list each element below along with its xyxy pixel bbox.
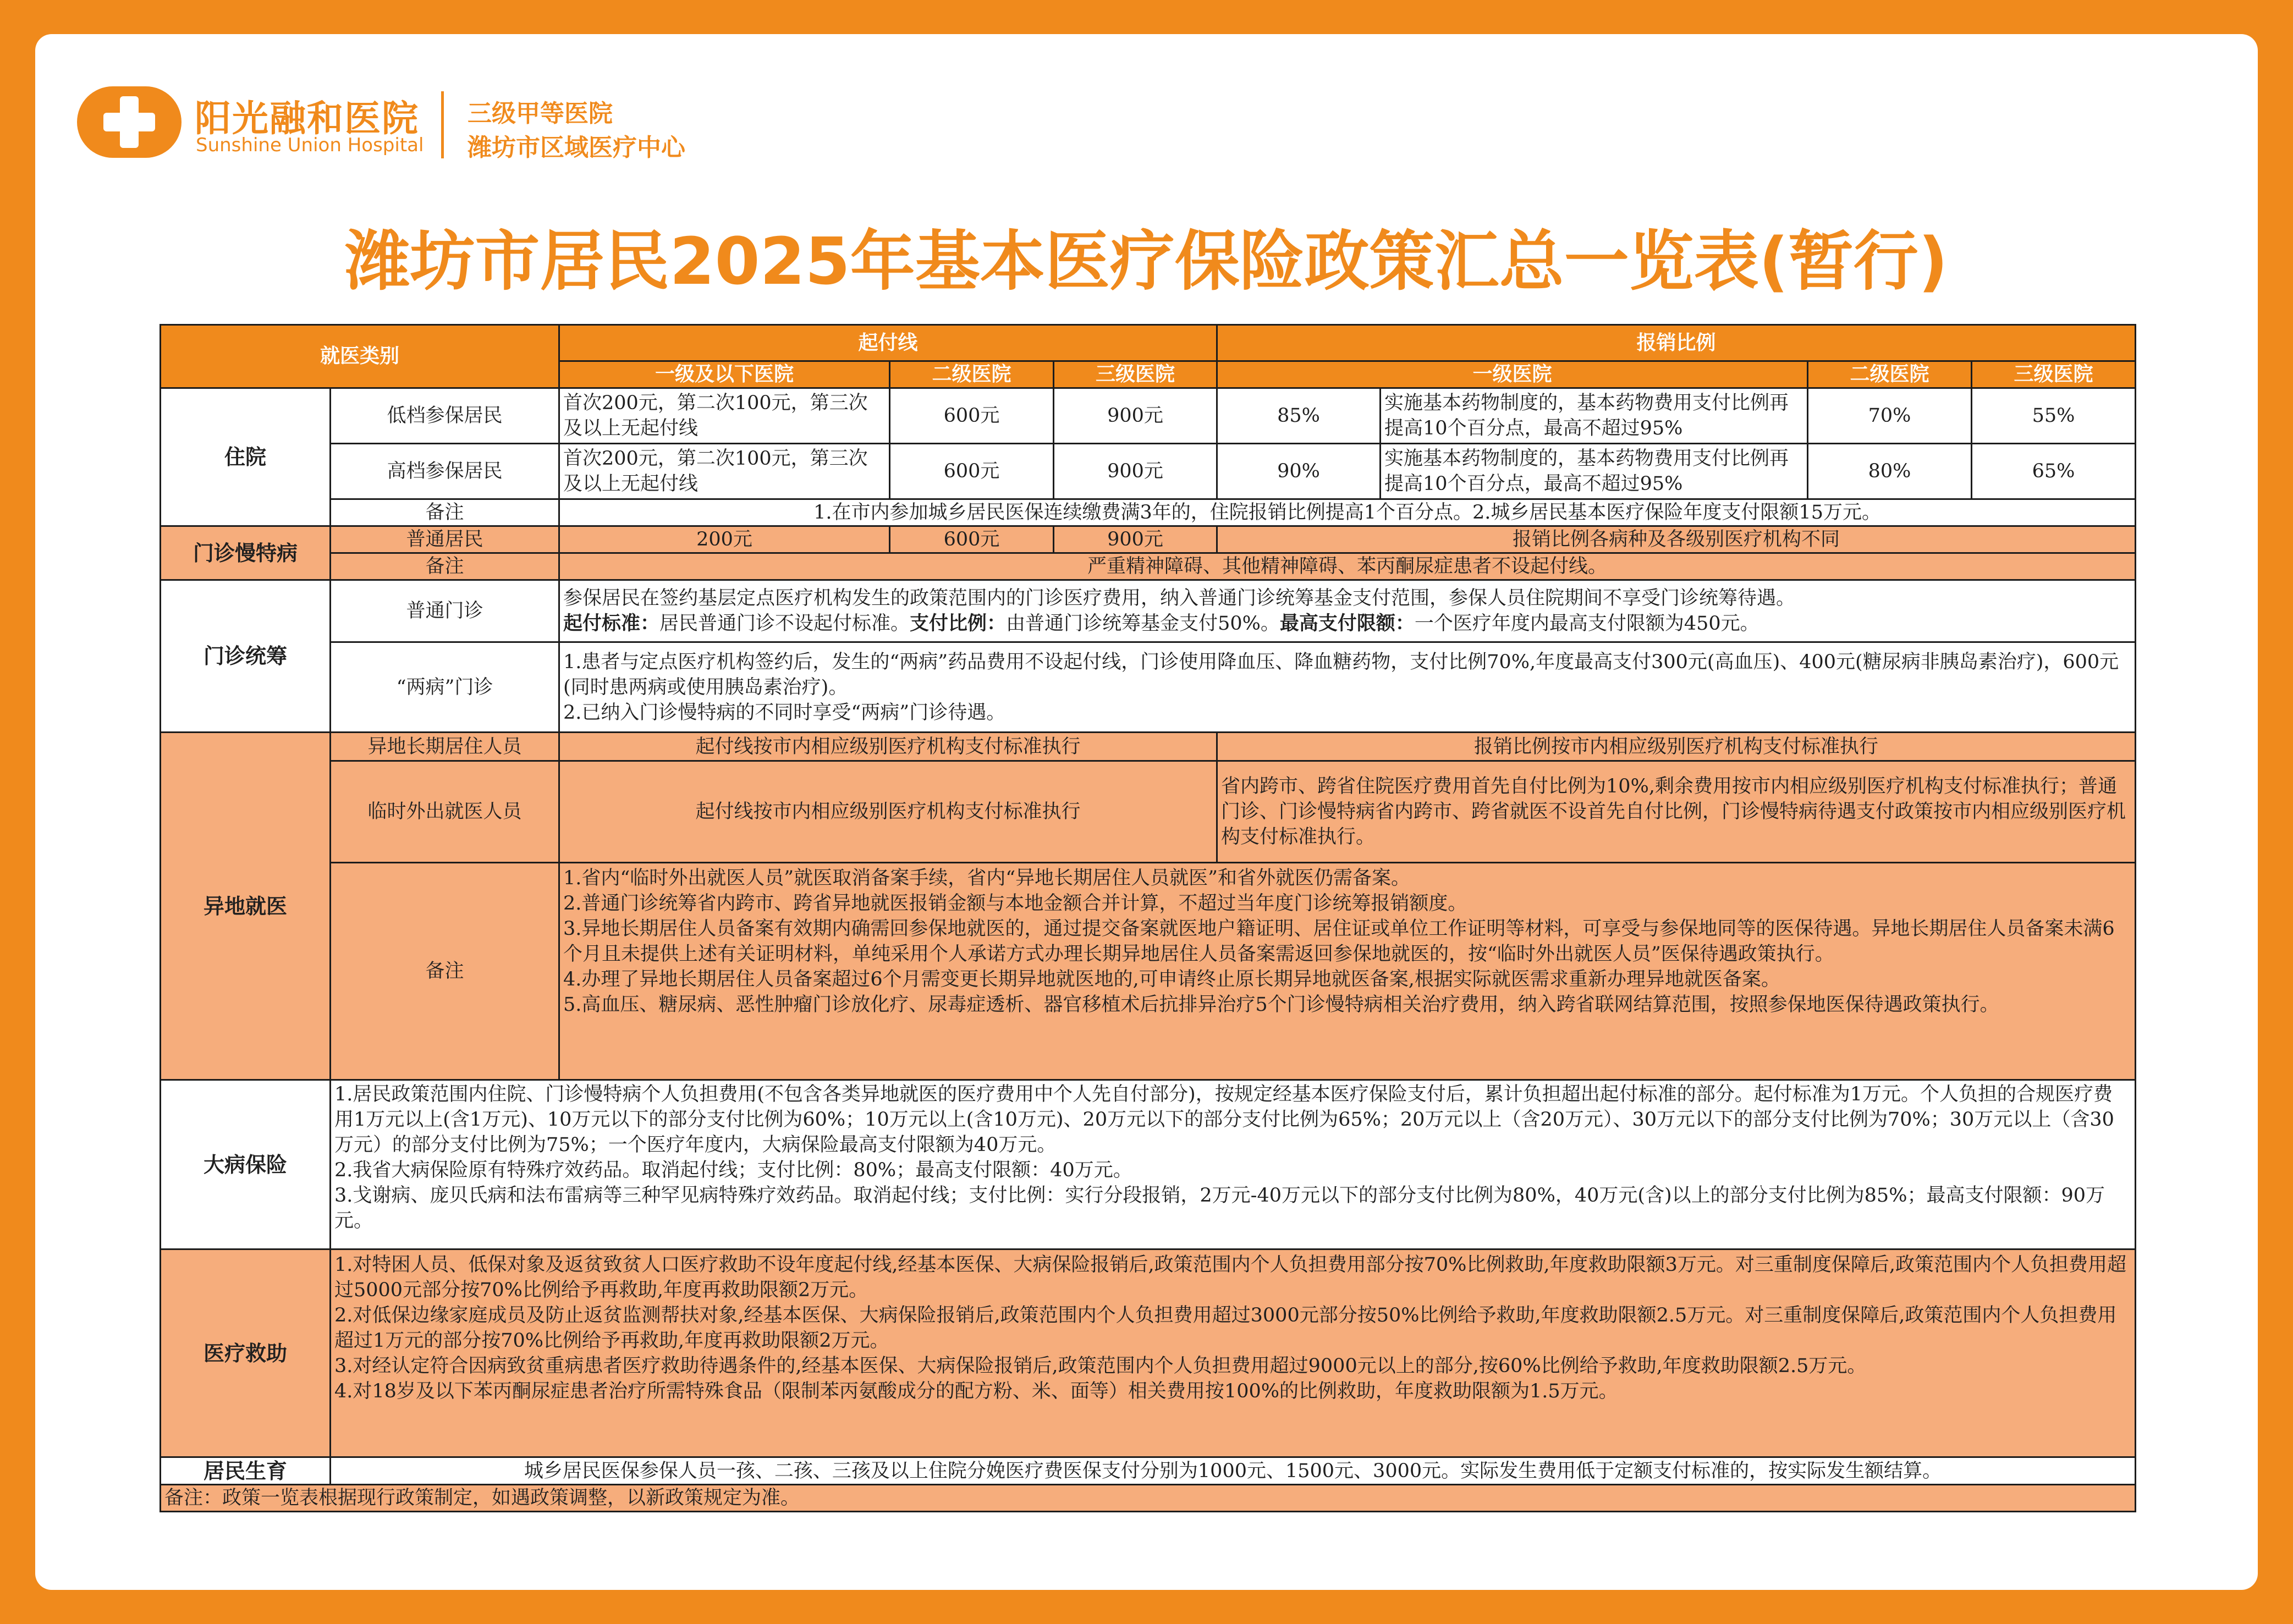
assistance-row xyxy=(161,1249,2136,1457)
std-text: 居民普通门诊不设起付标准。 xyxy=(659,613,910,635)
remote-temp-deductible: 起付线按市内相应级别医疗机构支付标准执行 xyxy=(559,761,1217,863)
remote-note-4: 4.办理了异地长期居住人员备案超过6个月需变更长期异地就医地的,可申请终止原长期异地就医备案,根据实际就医需求重新办理异地就医备案。 xyxy=(563,968,1780,990)
limit-label: 最高支付限额： xyxy=(1279,613,1415,635)
inpatient-high-r1: 90% xyxy=(1217,444,1381,499)
inpatient-low-r3: 55% xyxy=(1972,388,2136,444)
twodisease-text xyxy=(559,642,2136,733)
policy-table xyxy=(160,324,2136,1512)
header-level2-ratio: 二级医院 xyxy=(1808,361,1972,388)
footer-note: 备注：政策一览表根据现行政策制定，如遇政策调整，以新政策规定为准。 xyxy=(161,1485,2136,1512)
inpatient-low-d1: 首次200元，第二次100元，第三次及以上无起付线 xyxy=(559,388,890,444)
brand-name-cn: 阳光融和医院 xyxy=(195,97,419,140)
remote-longterm-ratio: 报销比例按市内相应级别医疗机构支付标准执行 xyxy=(1217,733,2136,761)
assistance-label: 医疗救助 xyxy=(161,1249,331,1457)
header-row-1 xyxy=(161,325,2136,361)
inpatient-low-r1: 85% xyxy=(1217,388,1381,444)
chronic-note: 严重精神障碍、其他精神障碍、苯丙酮尿症患者不设起付线。 xyxy=(559,553,2136,580)
critical-item-3: 3.戈谢病、庞贝氏病和法布雷病等三种罕见病特殊疗效药品。取消起付线；支付比例：实行分段报销，2万元-40万元以下的部分支付比例为80%，40万元(含)以上的部分支付比例为85%；最高支付限额：90万元。 xyxy=(334,1185,2105,1232)
remote-note-5: 5.高血压、糖尿病、恶性肿瘤门诊放化疗、尿毒症透析、器官移植术后抗排异治疗5个门诊慢特病相关治疗费用，纳入跨省联网结算范围，按照参保地医保待遇政策执行。 xyxy=(563,994,1999,1016)
inpatient-low-r1-note: 实施基本药物制度的，基本药物费用支付比例再提高10个百分点，最高不超过95% xyxy=(1381,388,1808,444)
brand-divider xyxy=(441,91,444,158)
maternity-row xyxy=(161,1457,2136,1485)
remote-temp-ratio: 省内跨市、跨省住院医疗费用首先自付比例为10%,剩余费用按市内相应级别医疗机构支付标准执行；普通门诊、门诊慢特病省内跨市、跨省就医不设首先自付比例，门诊慢特病待遇支付政策按市内相应级别医疗机构支付标准执行。 xyxy=(1217,761,2136,863)
inpatient-low-row xyxy=(161,388,2136,444)
remote-note-3: 3.异地长期居住人员备案有效期内确需回参保地就医的，通过提交备案就医地户籍证明、居住证或单位工作证明等材料，可享受与参保地同等的医保待遇。异地长期居住人员备案未满6个月且未提供上述有关证明材料，单纯采用个人承诺方式办理长期异地居住人员备案需返回参保地就医的，按“临时外出就医人员”医保待遇政策执行。 xyxy=(563,918,2115,965)
twodisease-label: “两病”门诊 xyxy=(331,642,559,733)
inpatient-low-r2: 70% xyxy=(1808,388,1972,444)
inpatient-high-row xyxy=(161,444,2136,499)
twodisease-item-1: 1.患者与定点医疗机构签约后，发生的“两病”药品费用不设起付线，门诊使用降血压、降血糖药物，支付比例70%,年度最高支付300元(高血压)、400元(糖尿病非胰岛素治疗)，600元(同时患两病或使用胰岛素治疗)。 xyxy=(563,651,2119,698)
chronic-note-label: 备注 xyxy=(331,553,559,580)
header-level3-ratio: 三级医院 xyxy=(1972,361,2136,388)
assistance-item-4: 4.对18岁及以下苯丙酮尿症患者治疗所需特殊食品（限制苯丙氨酸成分的配方粉、米、面等）相关费用按100%的比例救助，年度救助限额为1.5万元。 xyxy=(334,1380,1618,1402)
cross-icon-bar xyxy=(103,113,155,131)
brand-tag-center: 潍坊市区域医疗中心 xyxy=(468,134,685,162)
policy-card xyxy=(35,34,2258,1590)
maternity-label: 居民生育 xyxy=(161,1457,331,1485)
critical-row xyxy=(161,1080,2136,1249)
chronic-normal-label: 普通居民 xyxy=(331,526,559,553)
hospital-logo xyxy=(77,86,182,158)
critical-item-1: 1.居民政策范围内住院、门诊慢特病个人负担费用(不包含各类异地就医的医疗费用中个人先自付部分)，按规定经基本医疗保险支付后，累计负担超出起付标准的部分。起付标准为1万元。个人负担的合规医疗费用1万元以上(含1万元)、10万元以下的部分支付比例为60%；10万元以上(含10万元)、20万元以下的部分支付比例为65%；20万元以上（含20万元）、30万元以下的部分支付比例为70%；30万元以上（含30万元）的部分支付比例为75%；一个医疗年度内，大病保险最高支付限额为40万元。 xyxy=(334,1083,2114,1156)
inpatient-note-label: 备注 xyxy=(331,499,559,526)
header-level1: 一级医院 xyxy=(1217,361,1808,388)
inpatient-high-d1: 首次200元，第二次100元，第三次及以上无起付线 xyxy=(559,444,890,499)
outpatient-label: 门诊统筹 xyxy=(161,580,331,733)
assistance-item-2: 2.对低保边缘家庭成员及防止返贫监测帮扶对象,经基本医保、大病保险报销后,政策范围内个人负担费用超过3000元部分按50%比例给予救助,年度救助限额2.5万元。对三重制度保障后,政策范围内个人负担费用超过1万元的部分按70%比例给予再救助,年度再救助限额2万元。 xyxy=(334,1304,2117,1352)
outpatient-general-text xyxy=(559,580,2136,642)
chronic-d1: 200元 xyxy=(559,526,890,553)
chronic-row xyxy=(161,526,2136,553)
chronic-d2: 600元 xyxy=(890,526,1054,553)
inpatient-note-row xyxy=(161,499,2136,526)
inpatient-note: 1.在市内参加城乡居民医保连续缴费满3年的，住院报销比例提高1个百分点。2.城乡居民基本医疗保险年度支付限额15万元。 xyxy=(559,499,2136,526)
remote-note-label: 备注 xyxy=(331,863,559,1080)
critical-item-2: 2.我省大病保险原有特殊疗效药品。取消起付线；支付比例：80%；最高支付限额：40万元。 xyxy=(334,1159,1132,1181)
remote-temp-label: 临时外出就医人员 xyxy=(331,761,559,863)
maternity-text: 城乡居民医保参保人员一孩、二孩、三孩及以上住院分娩医疗费医保支付分别为1000元、1500元、3000元。实际发生费用低于定额支付标准的，按实际发生额结算。 xyxy=(331,1457,2136,1485)
outpatient-general-line2 xyxy=(563,611,2131,636)
remote-label: 异地就医 xyxy=(161,733,331,1080)
remote-longterm-deductible: 起付线按市内相应级别医疗机构支付标准执行 xyxy=(559,733,1217,761)
remote-note-1: 1.省内“临时外出就医人员”就医取消备案手续，省内“异地长期居住人员就医”和省外就医仍需备案。 xyxy=(563,867,1410,889)
remote-note-row xyxy=(161,863,2136,1080)
inpatient-high-d2: 600元 xyxy=(890,444,1054,499)
inpatient-high-label: 高档参保居民 xyxy=(331,444,559,499)
inpatient-label: 住院 xyxy=(161,388,331,526)
std-label: 起付标准： xyxy=(563,613,660,635)
inpatient-high-r1-note: 实施基本药物制度的，基本药物费用支付比例再提高10个百分点，最高不超过95% xyxy=(1381,444,1808,499)
header-category: 就医类别 xyxy=(161,325,559,388)
header-level2-deductible: 二级医院 xyxy=(890,361,1054,388)
critical-text xyxy=(331,1080,2136,1249)
header-deductible: 起付线 xyxy=(559,325,1217,361)
footer-row xyxy=(161,1485,2136,1512)
page-title: 潍坊市居民2025年基本医疗保险政策汇总一览表(暂行) xyxy=(345,223,1948,299)
remote-note-2: 2.普通门诊统筹省内跨市、跨省异地就医报销金额与本地金额合并计算，不超过当年度门诊统筹报销额度。 xyxy=(563,893,1467,915)
assistance-text xyxy=(331,1249,2136,1457)
inpatient-low-d2: 600元 xyxy=(890,388,1054,444)
header-level3-deductible: 三级医院 xyxy=(1054,361,1217,388)
brand-tag-grade: 三级甲等医院 xyxy=(468,100,613,128)
header-level1-below: 一级及以下医院 xyxy=(559,361,890,388)
inpatient-low-label: 低档参保居民 xyxy=(331,388,559,444)
outpatient-twodisease-row xyxy=(161,642,2136,733)
ratio-text: 由普通门诊统筹基金支付50%。 xyxy=(1006,613,1280,635)
chronic-d3: 900元 xyxy=(1054,526,1217,553)
inpatient-high-d3: 900元 xyxy=(1054,444,1217,499)
twodisease-item-2: 2.已纳入门诊慢特病的不同时享受“两病”门诊待遇。 xyxy=(563,701,1006,724)
remote-longterm-label: 异地长期居住人员 xyxy=(331,733,559,761)
limit-text: 一个医疗年度内最高支付限额为450元。 xyxy=(1414,613,1759,635)
critical-label: 大病保险 xyxy=(161,1080,331,1249)
outpatient-general-row xyxy=(161,580,2136,642)
inpatient-high-r2: 80% xyxy=(1808,444,1972,499)
outpatient-general-label: 普通门诊 xyxy=(331,580,559,642)
ratio-label: 支付比例： xyxy=(910,613,1007,635)
remote-notes xyxy=(559,863,2136,1080)
inpatient-high-r3: 65% xyxy=(1972,444,2136,499)
header-reimbursement: 报销比例 xyxy=(1217,325,2136,361)
remote-temp-row xyxy=(161,761,2136,863)
inpatient-low-d3: 900元 xyxy=(1054,388,1217,444)
chronic-note-row xyxy=(161,553,2136,580)
brand-name-en: Sunshine Union Hospital xyxy=(196,134,424,156)
assistance-item-1: 1.对特困人员、低保对象及返贫致贫人口医疗救助不设年度起付线,经基本医保、大病保险报销后,政策范围内个人负担费用部分按70%比例救助,年度救助限额3万元。对三重制度保障后,政策范围内个人负担费用超过5000元部分按70%比例给予再救助,年度再救助限额2万元。 xyxy=(334,1254,2126,1301)
remote-longterm-row xyxy=(161,733,2136,761)
chronic-label: 门诊慢特病 xyxy=(161,526,331,580)
outpatient-general-line1: 参保居民在签约基层定点医疗机构发生的政策范围内的门诊医疗费用，纳入普通门诊统筹基金支付范围，参保人员住院期间不享受门诊统筹待遇。 xyxy=(563,587,1796,609)
assistance-item-3: 3.对经认定符合因病致贫重病患者医疗救助待遇条件的,经基本医保、大病保险报销后,政策范围内个人负担费用超过9000元以上的部分,按60%比例给予救助,年度救助限额2.5万元。 xyxy=(334,1355,1867,1377)
chronic-ratio: 报销比例各病种及各级别医疗机构不同 xyxy=(1217,526,2136,553)
